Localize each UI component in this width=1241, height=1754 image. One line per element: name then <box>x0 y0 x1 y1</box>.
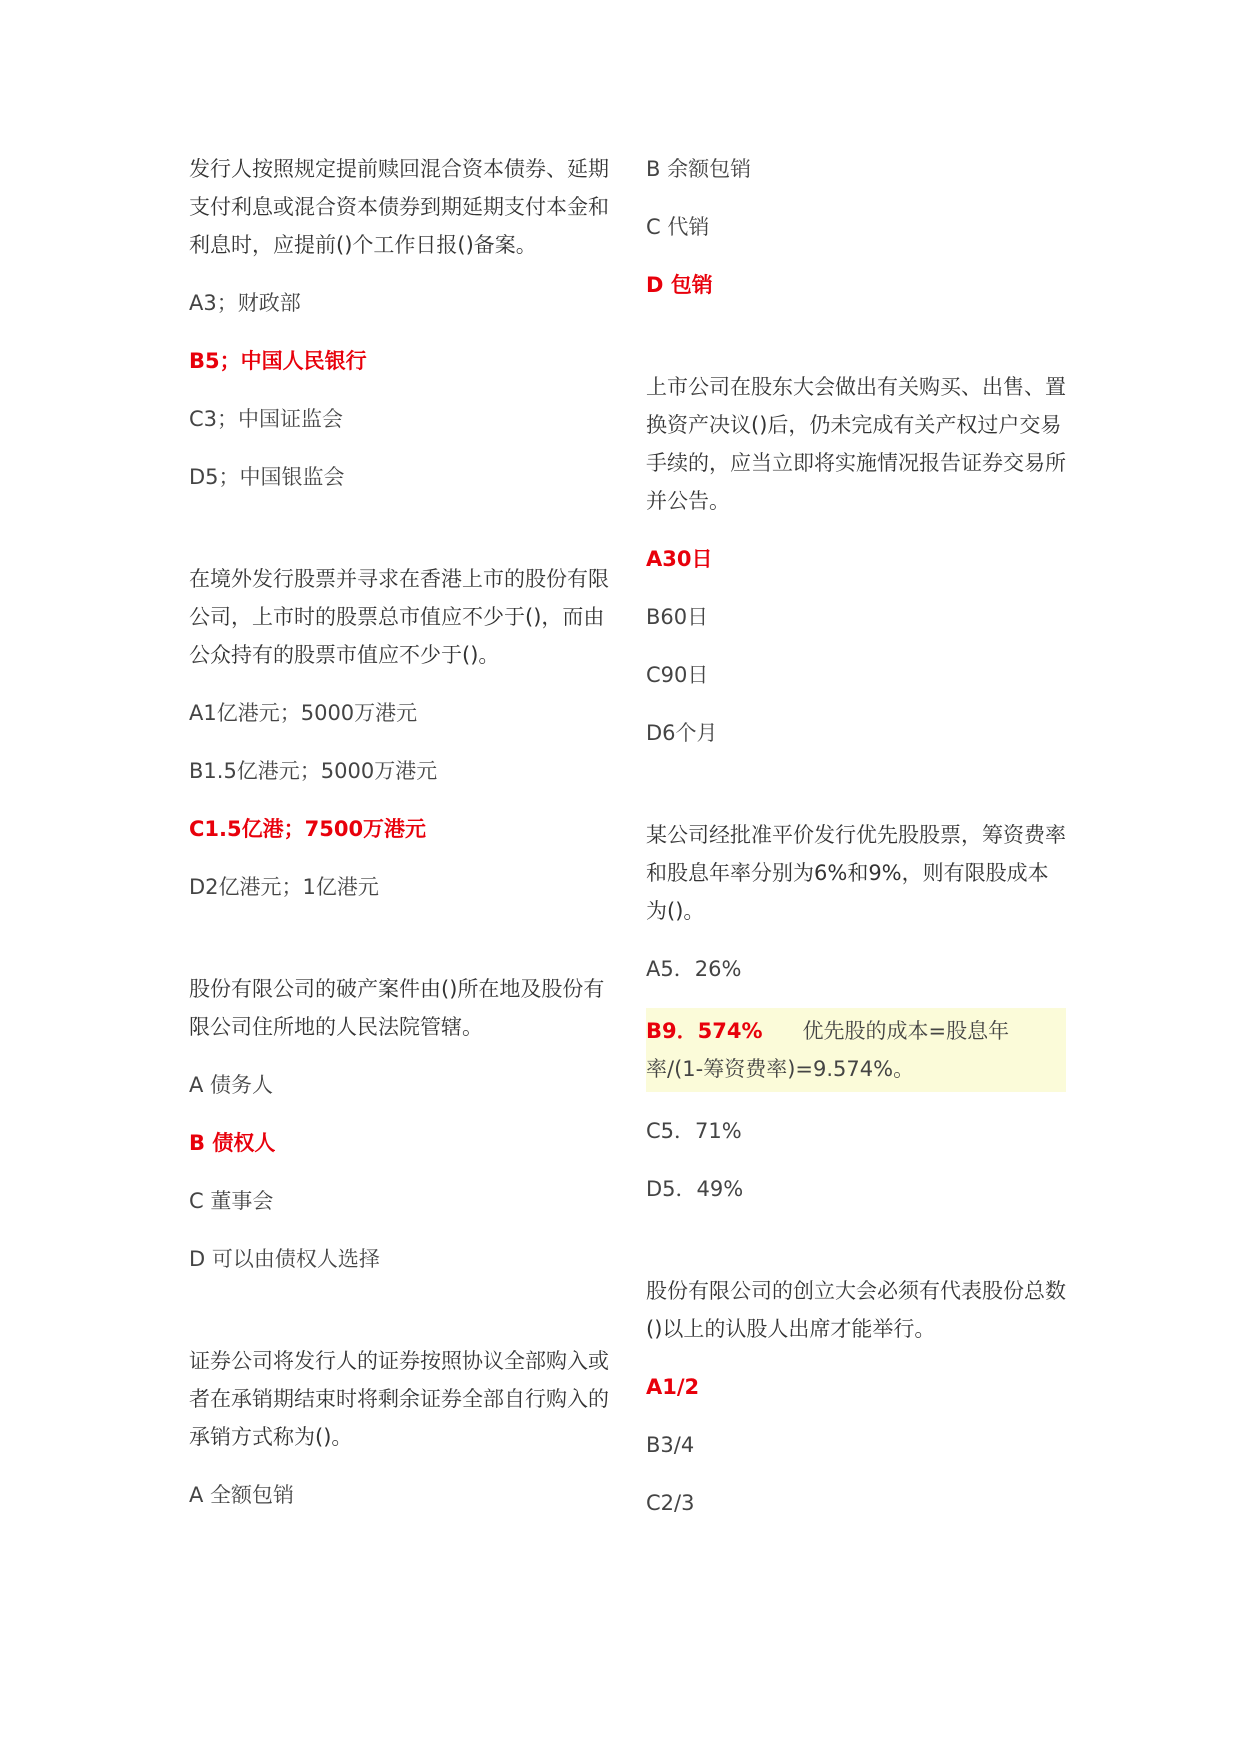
option-a: A 全额包销 <box>189 1483 295 1507</box>
correct-option-b: B5；中国人民银行 <box>189 349 367 373</box>
option-d: D5；中国银监会 <box>189 465 345 489</box>
correct-option-b: B9．574% <box>646 1019 763 1043</box>
option-d: D 可以由债权人选择 <box>189 1247 380 1271</box>
question-5: 上市公司在股东大会做出有关购买、出售、置换资产决议()后，仍未完成有关产权过户交易手续的，应当立即将实施情况报告证券交易所并公告。 <box>646 375 1066 513</box>
option-c: C 代销 <box>646 215 710 239</box>
option-c: C2/3 <box>646 1491 695 1515</box>
correct-option-a: A1/2 <box>646 1375 700 1399</box>
option-c: C 董事会 <box>189 1189 274 1213</box>
highlighted-answer <box>646 1008 1066 1092</box>
option-c: C5．71% <box>646 1119 742 1143</box>
option-b: B 余额包销 <box>646 157 752 181</box>
question-3: 股份有限公司的破产案件由()所在地及股份有限公司住所地的人民法院管辖。 <box>189 977 605 1039</box>
option-a: A3；财政部 <box>189 291 301 315</box>
left-column <box>189 150 609 1534</box>
option-a: A 债务人 <box>189 1073 274 1097</box>
question-6: 某公司经批准平价发行优先股股票，筹资费率和股息年率分别为6%和9%，则有限股成本为()。 <box>646 823 1066 923</box>
correct-option-b: B 债权人 <box>189 1131 276 1155</box>
right-column <box>646 150 1066 1542</box>
option-c: C90日 <box>646 663 709 687</box>
question-2: 在境外发行股票并寻求在香港上市的股份有限公司，上市时的股票总市值应不少于()，而由公众持有的股票市值应不少于()。 <box>189 567 609 667</box>
option-d: D6个月 <box>646 721 718 745</box>
correct-option-c: C1.5亿港；7500万港元 <box>189 817 427 841</box>
correct-option-d: D 包销 <box>646 273 713 297</box>
option-a: A5．26% <box>646 957 742 981</box>
question-4: 证券公司将发行人的证券按照协议全部购入或者在承销期结束时将剩余证券全部自行购入的承销方式称为()。 <box>189 1349 609 1449</box>
option-b: B3/4 <box>646 1433 695 1457</box>
option-d: D2亿港元；1亿港元 <box>189 875 379 899</box>
option-b: B60日 <box>646 605 709 629</box>
answer-explanation: 优先股的成本=股息年率/(1-筹资费率)=9.574%。 <box>646 1019 1010 1081</box>
option-c: C3；中国证监会 <box>189 407 344 431</box>
option-a: A1亿港元；5000万港元 <box>189 701 418 725</box>
option-d: D5．49% <box>646 1177 744 1201</box>
question-7: 股份有限公司的创立大会必须有代表股份总数()以上的认股人出席才能举行。 <box>646 1279 1066 1341</box>
question-1: 发行人按照规定提前赎回混合资本债券、延期支付利息或混合资本债券到期延期支付本金和利息时，应提前()个工作日报()备案。 <box>189 157 609 257</box>
option-b: B1.5亿港元；5000万港元 <box>189 759 438 783</box>
correct-option-a: A30日 <box>646 547 713 571</box>
